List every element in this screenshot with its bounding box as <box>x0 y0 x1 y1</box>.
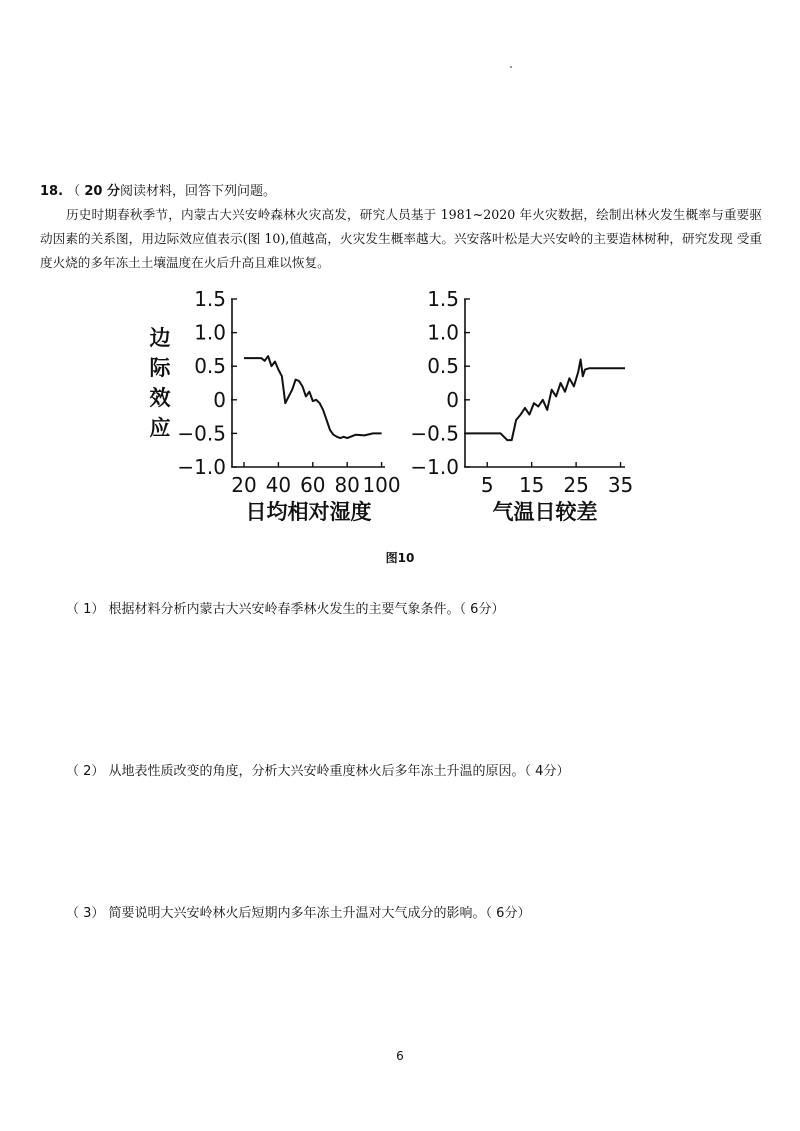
y-tick-label: 1.5 <box>427 287 459 311</box>
series-line <box>244 356 382 438</box>
x-tick-label: 15 <box>518 473 545 497</box>
y-axis-label-char: 效 <box>149 386 171 410</box>
scan-speck <box>510 66 512 68</box>
question-score: 20 分 <box>84 184 120 199</box>
sub-question-1: （ 1） 根据材料分析内蒙古大兴安岭春季林火发生的主要气象条件。（ 6分） <box>66 602 505 617</box>
y-tick-label: 0.5 <box>427 354 459 379</box>
y-tick-label: 0.5 <box>194 354 226 379</box>
x-tick-label: 35 <box>607 473 634 497</box>
chart-humidity <box>177 287 400 524</box>
y-tick-label: 1.0 <box>427 320 459 345</box>
sub-question-3: （ 3） 简要说明大兴安岭林火后短期内多年冻土升温对大气成分的影响。（ 6分） <box>66 906 531 921</box>
y-axis-label-char: 边 <box>149 326 171 350</box>
figure-caption: 图10 <box>385 551 415 565</box>
question-instruction: 阅读材料，回答下列问题。 <box>119 184 276 199</box>
x-tick-label: 40 <box>265 473 292 497</box>
x-tick-label: 100 <box>362 473 401 497</box>
y-axis-label-char: 应 <box>149 416 171 440</box>
figure-10 <box>140 285 660 535</box>
y-tick-label: −0.5 <box>177 421 226 446</box>
y-tick-label: 0 <box>446 387 459 412</box>
question-paren: （ <box>67 184 81 199</box>
x-tick-label: 80 <box>334 473 360 497</box>
x-tick-label: 25 <box>563 473 589 497</box>
question-header <box>40 180 276 199</box>
y-tick-label: −0.5 <box>410 421 459 446</box>
chart-temp-range <box>410 287 633 524</box>
sub-question-2: （ 2） 从地表性质改变的角度，分析大兴安岭重度林火后多年冻土升温的原因。（ 4分） <box>66 764 570 779</box>
x-axis-label: 日均相对湿度 <box>245 500 372 524</box>
y-tick-label: −1.0 <box>410 455 459 479</box>
y-tick-label: 0 <box>213 387 226 412</box>
y-tick-label: −1.0 <box>177 455 226 479</box>
x-tick-label: 5 <box>480 473 494 497</box>
series-line <box>465 360 625 441</box>
x-tick-label: 20 <box>231 473 257 497</box>
x-tick-label: 60 <box>300 473 326 497</box>
question-number: 18. <box>40 184 64 199</box>
figure-10-svg <box>140 285 660 535</box>
y-tick-label: 1.0 <box>194 320 226 345</box>
y-axis-label <box>150 326 172 440</box>
material-paragraph: 历史时期春秋季节，内蒙古大兴安岭森林火灾高发，研究人员基于 1981~2020 年火灾数据，绘制出林火发生概率与重要驱动因素的关系图，用边际效应值表示(图 10),值越高，火灾发生概率越大。兴安落叶松是大兴安岭的主要造林树种，研究发现 受重度火烧的多年冻土土壤温度在火后升高且难以恢复。 <box>40 207 762 270</box>
y-axis-label-char: 际 <box>149 356 171 380</box>
page-number: 6 <box>396 1049 404 1063</box>
y-tick-label: 1.5 <box>194 287 226 311</box>
x-axis-label: 气温日较差 <box>492 500 598 524</box>
